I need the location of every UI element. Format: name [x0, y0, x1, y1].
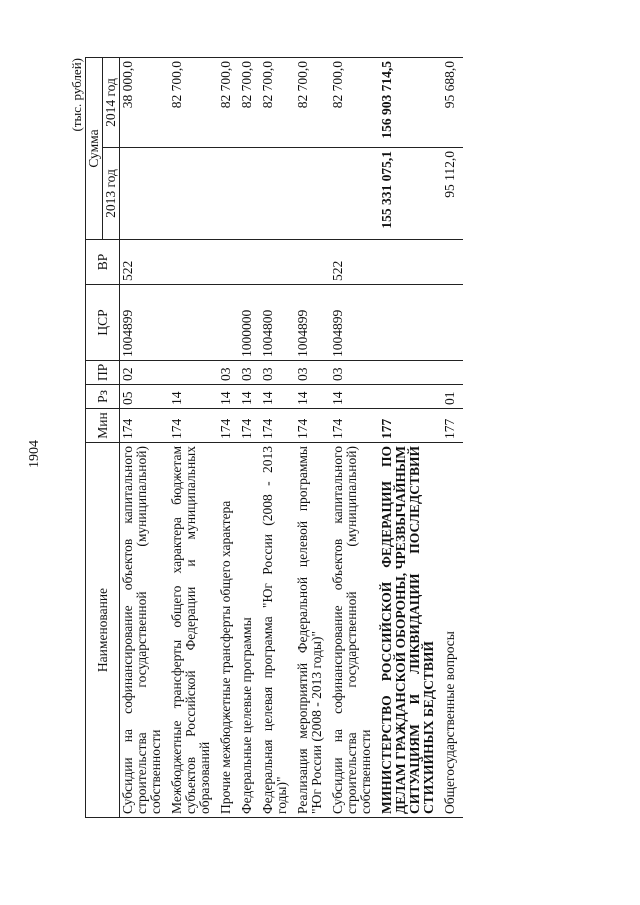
row-rz: 01: [442, 385, 463, 409]
row-sum-2013: [330, 148, 379, 240]
row-rz: 14: [260, 385, 295, 409]
row-rz: 14: [169, 385, 218, 409]
row-vr: 522: [120, 240, 170, 285]
row-pr: 03: [239, 361, 260, 385]
row-sum-2013: [239, 148, 260, 240]
row-sum-2014: 82 700,0: [169, 57, 218, 147]
row-rz: 14: [218, 385, 239, 409]
row-pr: 03: [260, 361, 295, 385]
row-min: 177: [379, 409, 442, 443]
page-number: 1904: [27, 440, 42, 468]
table-row: [218, 57, 239, 817]
row-csr: [379, 285, 442, 361]
row-sum-2013: [169, 148, 218, 240]
row-pr: 03: [295, 361, 330, 385]
header-row-1: [86, 57, 103, 817]
row-sum-2014: 38 000,0: [120, 57, 170, 147]
row-rz: 14: [330, 385, 379, 409]
row-csr: 1004899: [330, 285, 379, 361]
row-min: 174: [169, 409, 218, 443]
row-min: 174: [218, 409, 239, 443]
row-csr: 1004899: [120, 285, 170, 361]
row-rz: 14: [295, 385, 330, 409]
rotated-page: [27, 58, 550, 818]
row-vr: [442, 240, 463, 285]
row-csr: 1004800: [260, 285, 295, 361]
row-sum-2013: [295, 148, 330, 240]
table-row: [260, 57, 295, 817]
row-sum-2013: [260, 148, 295, 240]
header-sum: Сумма: [86, 57, 103, 239]
row-pr: 02: [120, 361, 170, 385]
row-vr: [379, 240, 442, 285]
row-name: Реализация мероприятий Федеральной целевой программы "Юг России (2008 - 2013 годы)": [295, 443, 330, 818]
row-csr: [169, 285, 218, 361]
table-row: [120, 57, 170, 817]
row-vr: [295, 240, 330, 285]
row-sum-2014: 82 700,0: [295, 57, 330, 147]
row-pr: 03: [330, 361, 379, 385]
row-vr: [169, 240, 218, 285]
row-sum-2014: 82 700,0: [260, 57, 295, 147]
row-csr: 1004899: [295, 285, 330, 361]
header-min: Мин: [86, 409, 120, 443]
row-name: Федеральная целевая программа "Юг России (2008 - 2013 годы)": [260, 443, 295, 818]
header-rz: Рз: [86, 385, 120, 409]
row-csr: 1000000: [239, 285, 260, 361]
table-body: [120, 57, 464, 817]
row-rz: 05: [120, 385, 170, 409]
header-pr: ПР: [86, 361, 120, 385]
row-min: 177: [442, 409, 463, 443]
row-vr: 522: [330, 240, 379, 285]
row-vr: [218, 240, 239, 285]
row-sum-2013: [218, 148, 239, 240]
row-sum-2014: 156 903 714,5: [379, 57, 442, 147]
header-name: Наименование: [86, 443, 120, 818]
row-name: Субсидии на софинансирование объектов капитального строительства государственной (муниципальной) собственности: [120, 443, 170, 818]
row-sum-2014: 82 700,0: [239, 57, 260, 147]
table-row: [330, 57, 379, 817]
row-name: Прочие межбюджетные трансферты общего характера: [218, 443, 239, 818]
row-pr: [442, 361, 463, 385]
row-pr: [169, 361, 218, 385]
table-row: [442, 57, 463, 817]
row-csr: [218, 285, 239, 361]
row-min: 174: [295, 409, 330, 443]
table-row: [295, 57, 330, 817]
table-row: [169, 57, 218, 817]
row-name: МИНИСТЕРСТВО РОССИЙСКОЙ ФЕДЕРАЦИИ ПО ДЕЛАМ ГРАЖДАНСКОЙ ОБОРОНЫ, ЧРЕЗВЫЧАЙНЫМ СИТУАЦИЯМ И ЛИКВИДАЦИИ ПОСЛЕДСТВИЙ СТИХИЙНЫХ БЕДСТВИЙ: [379, 443, 442, 818]
table-row: [239, 57, 260, 817]
row-sum-2014: 82 700,0: [330, 57, 379, 147]
row-sum-2013: 95 112,0: [442, 148, 463, 240]
row-sum-2013: [120, 148, 170, 240]
row-name: Общегосударственные вопросы: [442, 443, 463, 818]
table-row: [379, 57, 442, 817]
row-min: 174: [330, 409, 379, 443]
row-vr: [239, 240, 260, 285]
row-min: 174: [260, 409, 295, 443]
row-sum-2013: 155 331 075,1: [379, 148, 442, 240]
header-csr: ЦСР: [86, 285, 120, 361]
units-label: (тыс. рублей): [69, 58, 84, 132]
row-min: 174: [239, 409, 260, 443]
row-csr: [442, 285, 463, 361]
budget-table: [85, 57, 463, 818]
header-vr: ВР: [86, 240, 120, 285]
row-sum-2014: 95 688,0: [442, 57, 463, 147]
row-name: Межбюджетные трансферты общего характера бюджетам субъектов Российской Федерации и муниципальных образований: [169, 443, 218, 818]
header-2013: 2013 год: [103, 148, 120, 240]
row-rz: [379, 385, 442, 409]
row-rz: 14: [239, 385, 260, 409]
row-pr: 03: [218, 361, 239, 385]
row-name: Субсидии на софинансирование объектов капитального строительства государственной (муниципальной) собственности: [330, 443, 379, 818]
row-min: 174: [120, 409, 170, 443]
row-pr: [379, 361, 442, 385]
header-2014: 2014 год: [103, 57, 120, 147]
row-vr: [260, 240, 295, 285]
row-name: Федеральные целевые программы: [239, 443, 260, 818]
row-sum-2014: 82 700,0: [218, 57, 239, 147]
